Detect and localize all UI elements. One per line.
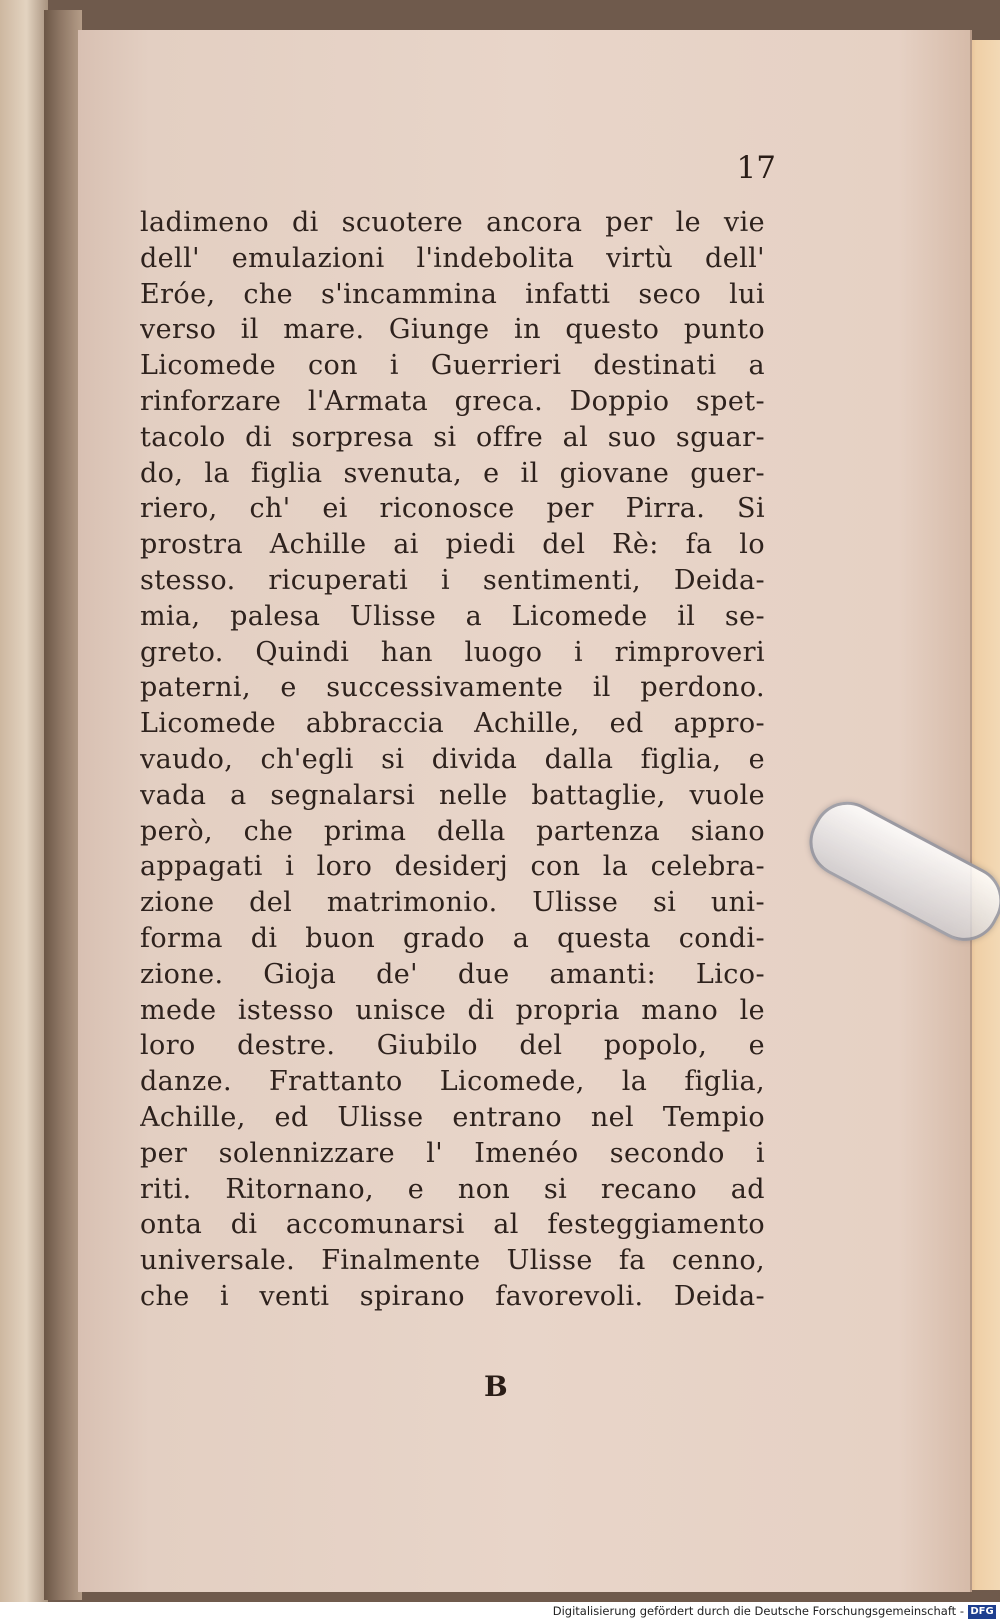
text-line: dell' emulazioni l'indebolita virtù dell' — [140, 242, 765, 274]
text-line: riti. Ritornano, e non si recano ad — [140, 1173, 765, 1205]
footer-credit: Digitalisierung gefördert durch die Deutsche Forschungsgemeinschaft - — [552, 1604, 964, 1618]
text-line: vaudo, ch'egli si divida dalla figlia, e — [140, 743, 765, 775]
book-gutter — [44, 10, 82, 1600]
text-line: loro destre. Giubilo del popolo, e — [140, 1030, 765, 1062]
text-line: verso il mare. Giunge in questo punto — [140, 314, 765, 346]
text-line: Eróe, che s'incammina infatti seco lui — [140, 278, 765, 310]
text-line: stesso. ricuperati i sentimenti, Deida- — [140, 564, 765, 596]
page-number: 17 — [736, 150, 776, 186]
text-line: Licomede abbraccia Achille, ed appro- — [140, 708, 765, 740]
text-line: Licomede con i Guerrieri destinati a — [140, 350, 765, 382]
text-line: mede istesso unisce di propria mano le — [140, 994, 765, 1026]
text-line: mia, palesa Ulisse a Licomede il se- — [140, 600, 765, 632]
text-line: ladimeno di scuotere ancora per le vie — [140, 207, 765, 238]
text-line: do, la figlia svenuta, e il giovane guer- — [140, 457, 765, 489]
text-line: per solennizzare l' Imenéo secondo i — [140, 1137, 765, 1169]
text-line: greto. Quindi han luogo i rimproveri — [140, 636, 765, 668]
text-line: prostra Achille ai piedi del Rè: fa lo — [140, 529, 765, 561]
text-line: vada a segnalarsi nelle battaglie, vuole — [140, 779, 765, 811]
text-line: universale. Finalmente Ulisse fa cenno, — [140, 1245, 765, 1277]
page-text — [140, 205, 765, 1315]
signature-mark: B — [484, 1370, 508, 1403]
text-line: rinforzare l'Armata greca. Doppio spet- — [140, 385, 765, 417]
text-line: onta di accomunarsi al festeggiamento — [140, 1209, 765, 1241]
text-line: zione. Gioja de' due amanti: Lico- — [140, 958, 765, 990]
text-line: danze. Frattanto Licomede, la figlia, — [140, 1066, 765, 1098]
text-line: riero, ch' ei riconosce per Pirra. Si — [140, 493, 765, 525]
text-line: tacolo di sorpresa si offre al suo sguar- — [140, 421, 765, 453]
text-line: appagati i loro desiderj con la celebra- — [140, 851, 765, 883]
text-line: che i venti spirano favorevoli. Deida- — [140, 1280, 765, 1312]
left-page-edge — [0, 0, 48, 1602]
footer-bar — [0, 1602, 1000, 1623]
text-line: Achille, ed Ulisse entrano nel Tempio — [140, 1101, 765, 1133]
text-line: paterni, e successivamente il perdono. — [140, 672, 765, 704]
text-line: però, che prima della partenza siano — [140, 815, 765, 847]
text-line: zione del matrimonio. Ulisse si uni- — [140, 887, 765, 919]
dfg-logo: DFG — [968, 1605, 996, 1619]
text-line: forma di buon grado a questa condi- — [140, 922, 765, 954]
